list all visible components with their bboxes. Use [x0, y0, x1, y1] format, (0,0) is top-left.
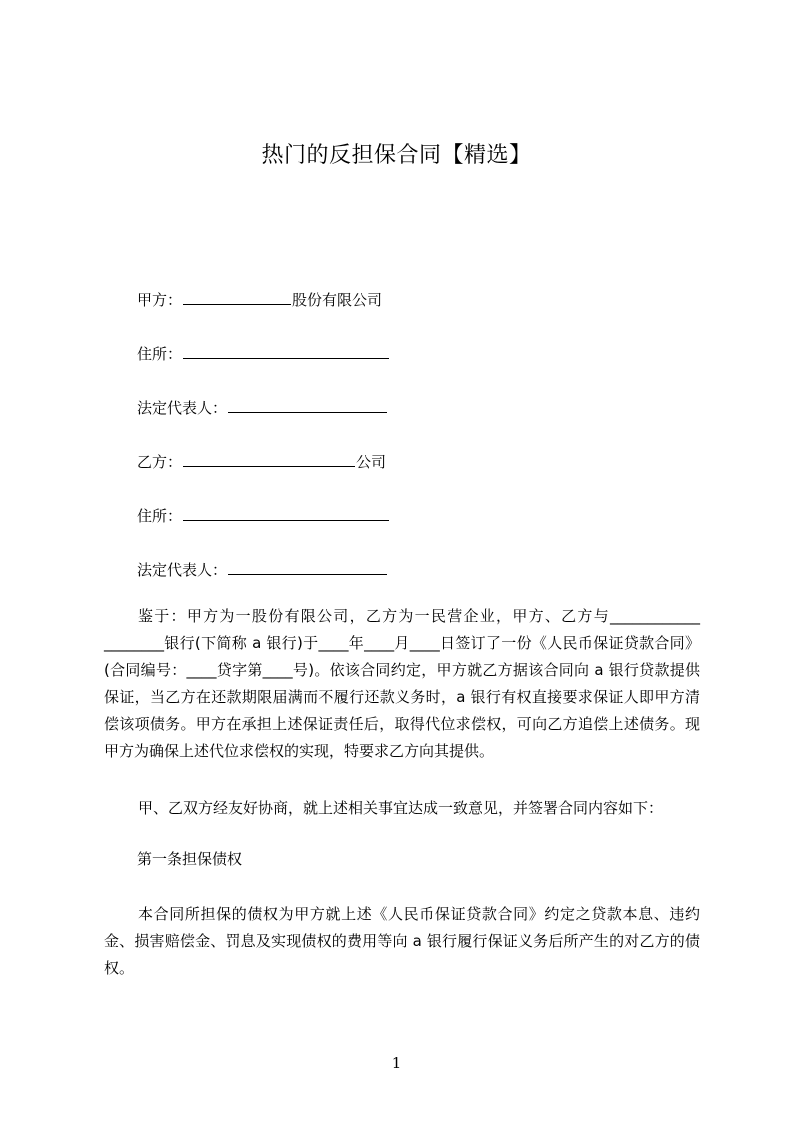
- party-b-address-label: 住所：: [137, 507, 183, 525]
- recitals-paragraph: 鉴于：甲方为一股份有限公司，乙方为一民营企业，甲方、乙方与____________ ________银行(下简称 a 银行)于____年____月____日签订了一份《人民币保证贷款合同》(合同编号：____贷字第____号)。依该合同约定，甲方就乙方据该合同向 a 银行贷款提供保证，当乙方在还款期限届满而不履行还款义务时，a 银行有权直接要求保证人即甲方清偿该项债务。甲方在承担上述保证责任后，取得代位求偿权，可向乙方追偿上述债务。现甲方为确保上述代位求偿权的实现，特要求乙方向其提供。: [104, 607, 700, 760]
- article-1-heading: 第一条担保债权: [137, 850, 243, 868]
- page-number: 1: [391, 1054, 402, 1072]
- article-1-body: 本合同所担保的债权为甲方就上述《人民币保证贷款合同》约定之贷款本息、违约金、损害赔偿金、罚息及实现债权的费用等向 a 银行履行保证义务后所产生的对乙方的债权。: [104, 905, 700, 977]
- party-b-address-blank: [183, 504, 389, 521]
- party-a-line: [137, 288, 697, 342]
- party-a-rep-line: [137, 396, 697, 450]
- party-b-name-blank: [183, 450, 355, 467]
- agreement-paragraph: 甲、乙双方经友好协商，就上述相关事宜达成一致意见，并签署合同内容如下：: [138, 799, 664, 817]
- party-a-rep-blank: [228, 396, 387, 413]
- party-b-rep-label: 法定代表人：: [137, 561, 228, 579]
- party-b-address-line: [137, 504, 697, 558]
- party-a-address-line: [137, 342, 697, 396]
- party-a-label: 甲方：: [137, 291, 183, 309]
- party-b-rep-blank: [228, 558, 387, 575]
- party-a-address-blank: [183, 342, 389, 359]
- parties-block: [137, 288, 697, 612]
- party-a-address-label: 住所：: [137, 345, 183, 363]
- party-a-name-blank: [183, 288, 291, 305]
- party-a-rep-label: 法定代表人：: [137, 399, 228, 417]
- document-title: 热门的反担保合同【精选】: [261, 143, 532, 168]
- party-b-suffix: 公司: [356, 453, 387, 471]
- party-b-label: 乙方：: [137, 453, 183, 471]
- party-a-suffix: 股份有限公司: [292, 291, 383, 309]
- party-b-line: [137, 450, 697, 504]
